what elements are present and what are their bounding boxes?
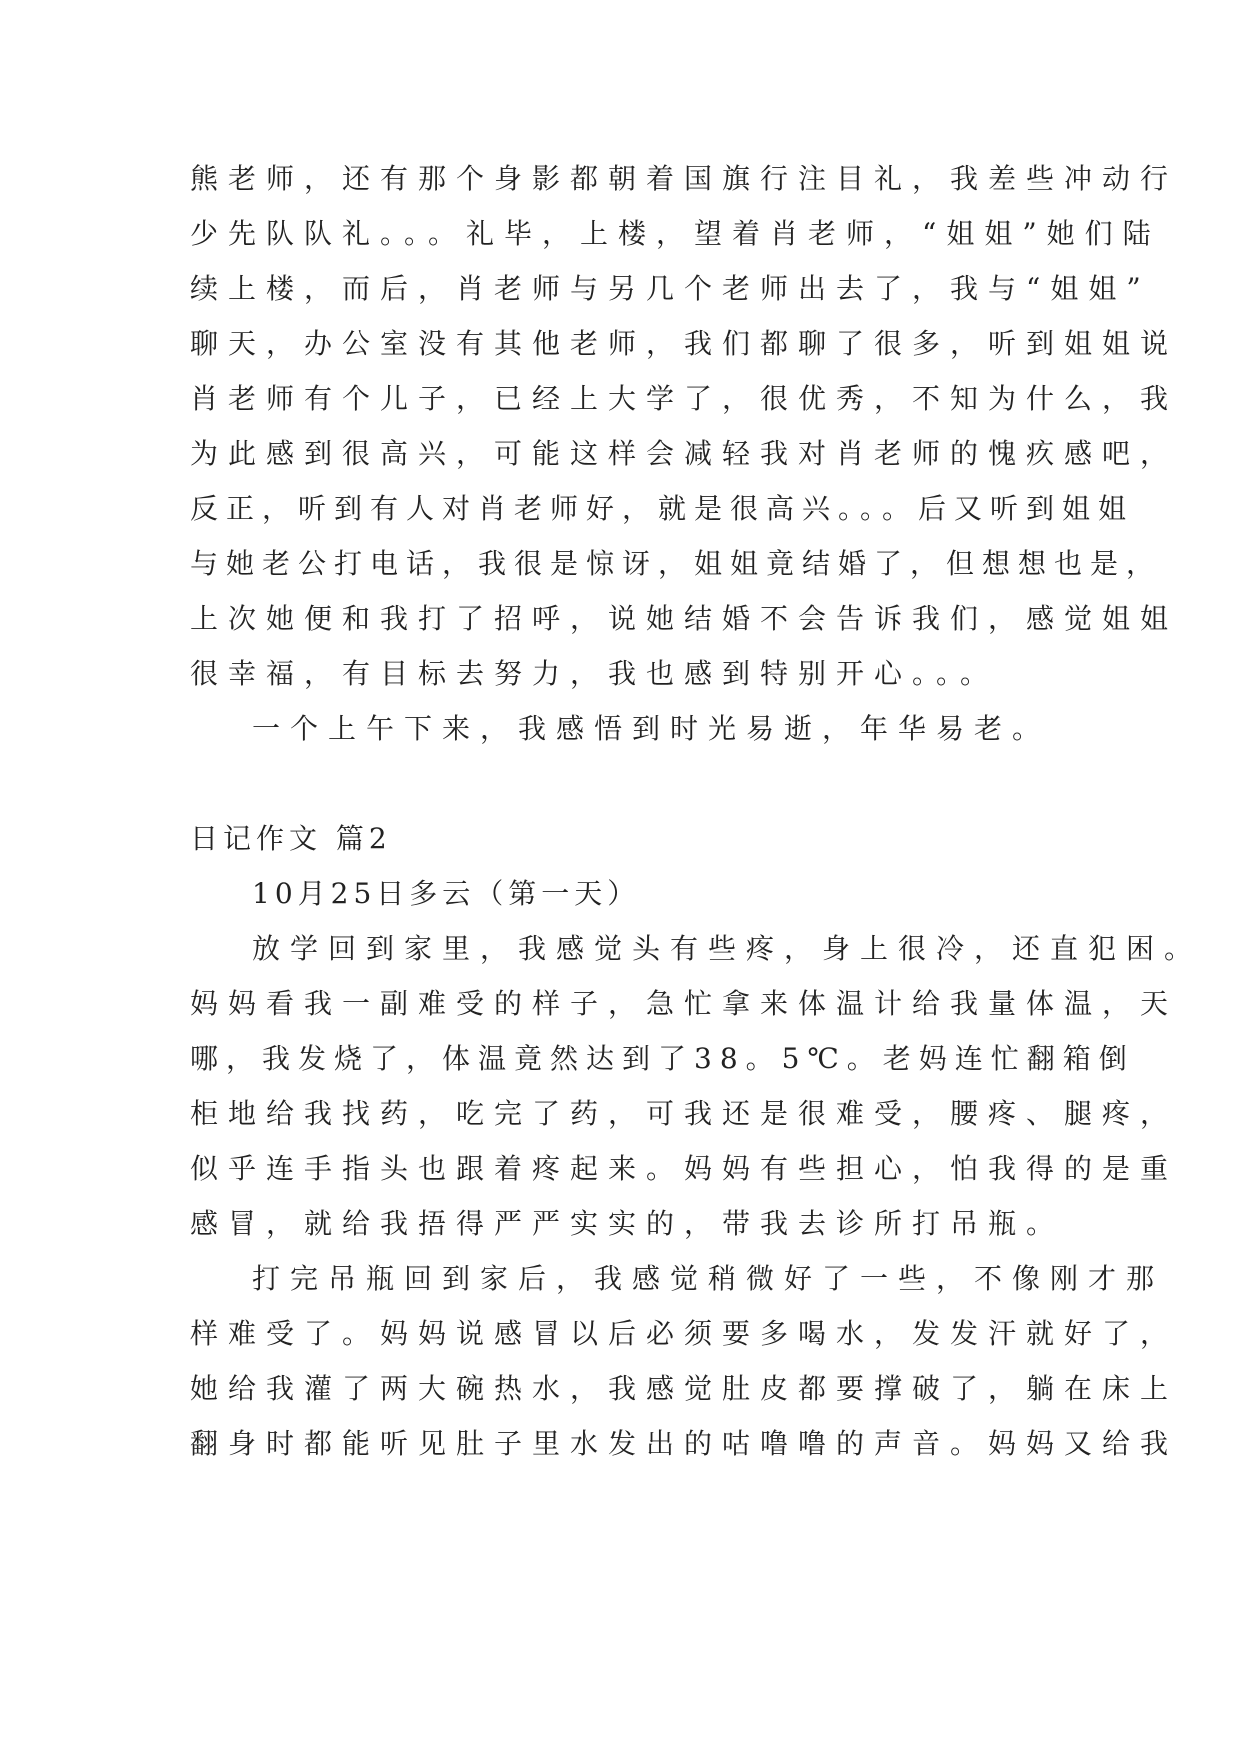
- text-line: 很幸福，有目标去努力，我也感到特别开心。。。: [190, 657, 999, 690]
- text-line: 反正，听到有人对肖老师好，就是很高兴。。。后又听到姐姐: [190, 492, 1135, 525]
- text-line: 一个上午下来，我感悟到时光易逝，年华易老。: [252, 712, 1051, 745]
- text-line: 熊老师，还有那个身影都朝着国旗行注目礼，我差些冲动行: [190, 162, 1179, 195]
- text-line: 她给我灌了两大碗热水，我感觉肚皮都要撑破了，躺在床上: [190, 1372, 1179, 1405]
- text-line: 为此感到很高兴，可能这样会减轻我对肖老师的愧疚感吧，: [190, 437, 1179, 470]
- text-line: 妈妈看我一副难受的样子，急忙拿来体温计给我量体温，天: [190, 987, 1179, 1020]
- text-line: 似乎连手指头也跟着疼起来。妈妈有些担心，怕我得的是重: [190, 1152, 1179, 1185]
- text-line: 上次她便和我打了招呼，说她结婚不会告诉我们，感觉姐姐: [190, 602, 1179, 635]
- text-line: 与她老公打电话，我很是惊讶，姐姐竟结婚了，但想想也是，: [190, 547, 1163, 580]
- text-line: 柜地给我找药，吃完了药，可我还是很难受，腰疼、腿疼，: [190, 1097, 1179, 1130]
- text-line: 哪，我发烧了，体温竟然达到了38。5℃。老妈连忙翻箱倒: [190, 1042, 1135, 1075]
- text-line: 少先队队礼。。。礼毕，上楼，望着肖老师，“姐姐”她们陆: [190, 217, 1161, 250]
- diary-date: 10月25日多云（第一天）: [252, 877, 641, 910]
- text-line: 肖老师有个儿子，已经上大学了，很优秀，不知为什么，我: [190, 382, 1179, 415]
- text-line: 聊天，办公室没有其他老师，我们都聊了很多，听到姐姐说: [190, 327, 1179, 360]
- text-line: 样难受了。妈妈说感冒以后必须要多喝水，发发汗就好了，: [190, 1317, 1179, 1350]
- text-line: 翻身时都能听见肚子里水发出的咕噜噜的声音。妈妈又给我: [190, 1427, 1179, 1460]
- text-line: 续上楼，而后，肖老师与另几个老师出去了，我与“姐姐”: [190, 272, 1151, 305]
- text-line: 打完吊瓶回到家后，我感觉稍微好了一些，不像刚才那: [252, 1262, 1165, 1295]
- section-heading: 日记作文 篇2: [190, 822, 392, 855]
- text-line: 感冒，就给我捂得严严实实的，带我去诊所打吊瓶。: [190, 1207, 1065, 1240]
- text-line: 放学回到家里，我感觉头有些疼，身上很冷，还直犯困。: [252, 932, 1203, 965]
